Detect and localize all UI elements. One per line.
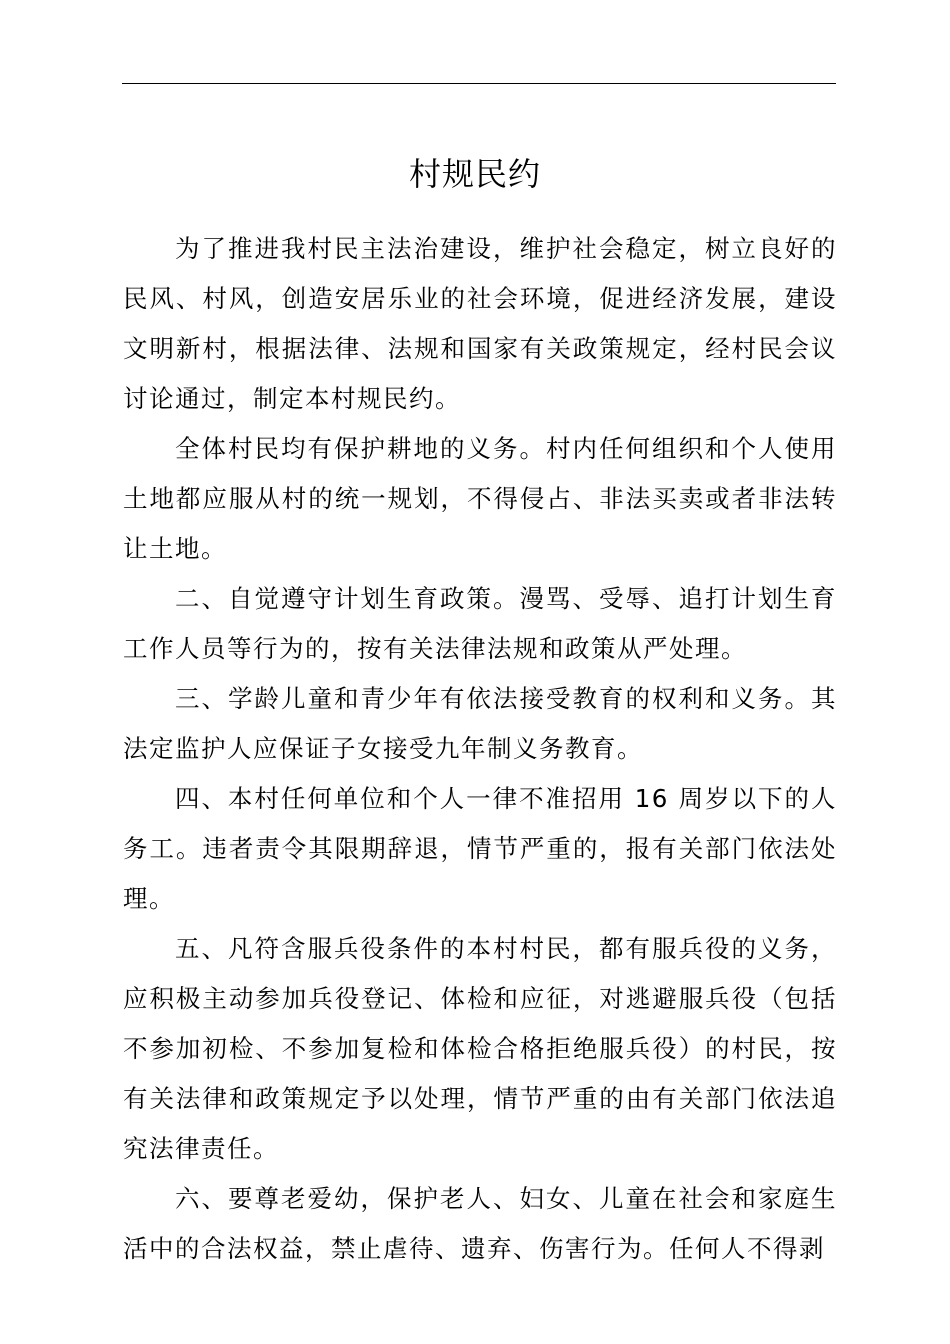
document-body	[123, 224, 837, 1274]
paragraph-family-planning: 二、自觉遵守计划生育政策。漫骂、受辱、追打计划生育工作人员等行为的，按有关法律法规和政策从严处理。	[123, 584, 837, 663]
paragraph-education: 三、学龄儿童和青少年有依法接受教育的权利和义务。其法定监护人应保证子女接受九年制义务教育。	[123, 684, 837, 763]
paragraph-military-service: 五、凡符含服兵役条件的本村村民，都有服兵役的义务，应积极主动参加兵役登记、体检和应征，对逃避服兵役（包括不参加初检、不参加复检和体检合格拒绝服兵役）的村民，按有关法律和政策规定予以处理，情节严重的由有关部门依法追究法律责任。	[123, 934, 837, 1163]
paragraph-intro: 为了推进我村民主法治建设，维护社会稳定，树立良好的民风、村风，创造安居乐业的社会环境，促进经济发展，建设文明新村，根据法律、法规和国家有关政策规定，经村民会议讨论通过，制定本村规民约。	[123, 234, 837, 413]
header-divider	[122, 83, 836, 84]
paragraph-respect-elders: 六、要尊老爱幼，保护老人、妇女、儿童在社会和家庭生活中的合法权益，禁止虐待、遗弃、伤害行为。任何人不得剥	[123, 1184, 837, 1263]
paragraph-land: 全体村民均有保护耕地的义务。村内任何组织和个人使用土地都应服从村的统一规划，不得侵占、非法买卖或者非法转让土地。	[123, 434, 837, 563]
paragraph-child-labor: 四、本村任何单位和个人一律不准招用 16 周岁以下的人务工。违者责令其限期辞退，情节严重的，报有关部门依法处理。	[123, 784, 837, 913]
page-title: 村规民约	[408, 155, 541, 193]
